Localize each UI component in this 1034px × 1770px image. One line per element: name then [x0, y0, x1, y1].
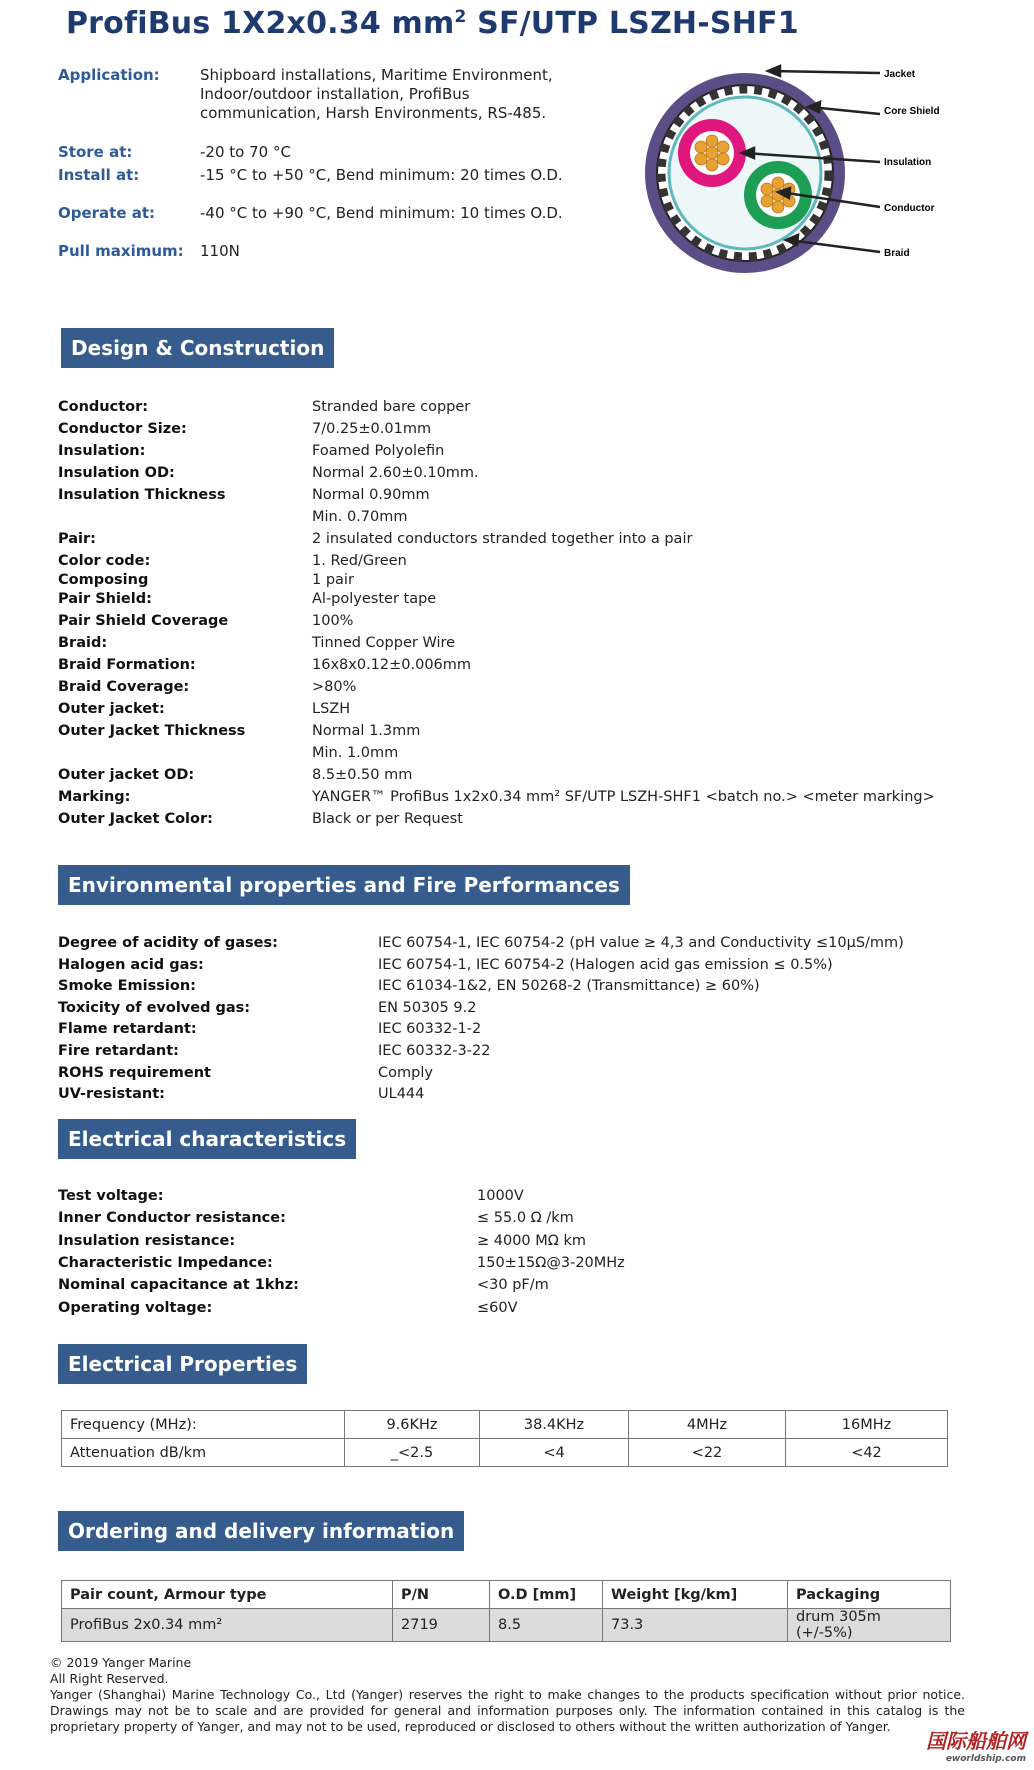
environmental-spec-label: ROHS requirement — [58, 1064, 211, 1081]
att-cell: _<2.5 — [345, 1439, 480, 1467]
operate-label: Operate at: — [58, 204, 156, 222]
header-cell: Packaging — [788, 1581, 951, 1609]
electrical-spec-label: Inner Conductor resistance: — [58, 1210, 286, 1227]
design-spec-value: YANGER™ ProfiBus 1x2x0.34 mm² SF/UTP LSZH-SHF1 <batch no.> <meter marking> — [312, 789, 935, 805]
electrical-spec-label: Test voltage: — [58, 1188, 164, 1204]
electrical-spec-label: Characteristic Impedance: — [58, 1254, 273, 1271]
watermark-logo: 国际船舶网 eworldship.com — [926, 1729, 1026, 1764]
footer-disclaimer: Yanger (Shanghai) Marine Technology Co., Ltd (Yanger) reserves the right to make changes to the products specification without prior notice. Drawings may not be to scale and are provided for general and information purposes only. The information contained in this catalog is the proprietary property of Yanger, and may not to be used, reproduced or disclosed to others without the written authorization of Yanger. — [50, 1687, 965, 1734]
design-spec-label: Color code: — [58, 553, 151, 569]
att-cell: <42 — [786, 1439, 948, 1467]
header-cell: O.D [mm] — [490, 1581, 603, 1609]
electrical-spec-label: Insulation resistance: — [58, 1232, 236, 1249]
electrical-spec-value: <30 pF/m — [477, 1277, 549, 1294]
design-spec-label: Outer jacket OD: — [58, 767, 195, 783]
design-spec-label: Braid Coverage: — [58, 679, 190, 695]
core-shield-callout: Core Shield — [884, 106, 940, 117]
design-spec-value: Normal 1.3mm — [312, 723, 421, 739]
design-spec-label: Composing — [58, 572, 149, 588]
cell: drum 305m (+/-5%) — [788, 1609, 951, 1642]
design-spec-value: 7/0.25±0.01mm — [312, 421, 432, 437]
electrical-spec-label: Operating voltage: — [58, 1299, 213, 1316]
header-cell: Pair count, Armour type — [62, 1581, 393, 1609]
environmental-spec-label: Degree of acidity of gases: — [58, 935, 278, 951]
environmental-spec-value: IEC 60754-1, IEC 60754-2 (pH value ≥ 4,3 and Conductivity ≤10µS/mm) — [378, 935, 904, 951]
design-spec-value: Min. 1.0mm — [312, 745, 399, 761]
pull-value: 110N — [200, 242, 240, 260]
conductor-callout: Conductor — [884, 203, 935, 214]
environmental-spec-value: IEC 60332-3-22 — [378, 1043, 491, 1059]
pull-label: Pull maximum: — [58, 242, 184, 260]
design-spec-label: Insulation OD: — [58, 465, 175, 481]
electrical-spec-value: 150±15Ω@3-20MHz — [477, 1254, 625, 1271]
design-spec-label: Insulation: — [58, 443, 146, 459]
design-spec-value: 100% — [312, 613, 354, 629]
environmental-spec-label: Flame retardant: — [58, 1021, 197, 1038]
freq-cell: 9.6KHz — [345, 1411, 480, 1439]
cell: ProfiBus 2x0.34 mm² — [62, 1609, 393, 1642]
environmental-spec-label: Halogen acid gas: — [58, 956, 204, 973]
environmental-spec-label: UV-resistant: — [58, 1086, 165, 1103]
environmental-spec-value: IEC 61034-1&2, EN 50268-2 (Transmittance) ≥ 60%) — [378, 978, 760, 995]
electrical-spec-value: ≤ 55.0 Ω /km — [477, 1210, 574, 1227]
environmental-spec-value: UL444 — [378, 1086, 425, 1103]
design-spec-value: 1. Red/Green — [312, 553, 407, 569]
design-spec-value: Min. 0.70mm — [312, 509, 408, 525]
frequency-label-cell: Frequency (MHz): — [62, 1411, 345, 1439]
store-value: -20 to 70 °C — [200, 143, 291, 161]
design-spec-label: Outer Jacket Color: — [58, 811, 213, 827]
att-cell: <22 — [629, 1439, 786, 1467]
operate-value: -40 °C to +90 °C, Bend minimum: 10 times O.D. — [200, 204, 563, 222]
design-spec-value: Black or per Request — [312, 811, 463, 827]
environmental-spec-label: Toxicity of evolved gas: — [58, 999, 251, 1016]
store-label: Store at: — [58, 143, 133, 161]
install-value: -15 °C to +50 °C, Bend minimum: 20 times O.D. — [200, 166, 563, 184]
insulation-callout: Insulation — [884, 157, 932, 168]
table-row — [62, 1439, 948, 1467]
freq-cell: 4MHz — [629, 1411, 786, 1439]
footer-rights: All Right Reserved. — [50, 1671, 169, 1686]
design-spec-label: Outer Jacket Thickness — [58, 723, 246, 739]
att-cell: <4 — [480, 1439, 629, 1467]
cell: 2719 — [393, 1609, 490, 1642]
electrical-spec-label: Nominal capacitance at 1khz: — [58, 1277, 299, 1294]
attenuation-label-cell: Attenuation dB/km — [62, 1439, 345, 1467]
design-spec-value: LSZH — [312, 701, 351, 717]
design-spec-label: Insulation Thickness — [58, 487, 226, 503]
design-spec-value: 2 insulated conductors stranded together into a pair — [312, 531, 693, 547]
environmental-heading: Environmental properties and Fire Performances — [58, 865, 630, 905]
design-spec-label: Pair Shield: — [58, 591, 152, 607]
electrical-spec-value: 1000V — [477, 1188, 524, 1204]
jacket-callout: Jacket — [884, 69, 916, 80]
footer-copyright: © 2019 Yanger Marine — [50, 1655, 192, 1670]
design-spec-value: 8.5±0.50 mm — [312, 767, 413, 783]
environmental-spec-value: IEC 60332-1-2 — [378, 1021, 482, 1038]
header-cell: P/N — [393, 1581, 490, 1609]
environmental-spec-value: Comply — [378, 1064, 433, 1081]
table-row — [62, 1609, 951, 1642]
electrical-properties-heading: Electrical Properties — [58, 1344, 307, 1384]
design-spec-label: Braid Formation: — [58, 657, 196, 673]
electrical-characteristics-heading: Electrical characteristics — [58, 1119, 356, 1159]
design-spec-value: >80% — [312, 679, 357, 695]
design-spec-label: Marking: — [58, 789, 131, 805]
application-label: Application: — [58, 66, 160, 84]
environmental-spec-value: IEC 60754-1, IEC 60754-2 (Halogen acid gas emission ≤ 0.5%) — [378, 956, 833, 973]
design-spec-value: Tinned Copper Wire — [312, 635, 456, 651]
design-spec-value: Stranded bare copper — [312, 399, 471, 415]
table-header-row — [62, 1581, 951, 1609]
cell: 73.3 — [603, 1609, 788, 1642]
ordering-table — [61, 1580, 951, 1642]
install-label: Install at: — [58, 166, 140, 184]
environmental-spec-value: EN 50305 9.2 — [378, 999, 477, 1016]
electrical-spec-value: ≤60V — [477, 1299, 518, 1316]
page-title: ProfiBus 1X2x0.34 $mm^2$ SF/UTP LSZH-SHF1 — [66, 6, 799, 41]
design-spec-label: Conductor Size: — [58, 421, 187, 437]
freq-cell: 16MHz — [786, 1411, 948, 1439]
environmental-spec-label: Smoke Emission: — [58, 978, 196, 995]
design-spec-label: Pair: — [58, 531, 96, 547]
design-spec-value: Al-polyester tape — [312, 591, 437, 607]
design-spec-value: Normal 2.60±0.10mm. — [312, 465, 479, 481]
design-spec-label: Outer jacket: — [58, 701, 165, 717]
electrical-spec-value: ≥ 4000 MΩ km — [477, 1232, 586, 1249]
braid-callout: Braid — [884, 248, 910, 259]
cell: 8.5 — [490, 1609, 603, 1642]
table-row — [62, 1411, 948, 1439]
design-heading: Design & Construction — [61, 328, 334, 368]
design-spec-value: 1 pair — [312, 572, 354, 588]
environmental-spec-label: Fire retardant: — [58, 1043, 179, 1059]
attenuation-table — [61, 1410, 948, 1467]
freq-cell: 38.4KHz — [480, 1411, 629, 1439]
design-spec-label: Braid: — [58, 635, 108, 651]
design-spec-value: Normal 0.90mm — [312, 487, 430, 503]
application-value: Shipboard installations, Maritime Environment, Indoor/outdoor installation, ProfiBus communication, Harsh Environments, RS-485. — [200, 66, 553, 122]
ordering-heading: Ordering and delivery information — [58, 1511, 464, 1551]
cable-cross-section-diagram — [640, 62, 970, 282]
design-spec-value: Foamed Polyolefin — [312, 443, 445, 459]
design-spec-label: Pair Shield Coverage — [58, 613, 229, 629]
design-spec-label: Conductor: — [58, 399, 149, 415]
header-cell: Weight [kg/km] — [603, 1581, 788, 1609]
design-spec-value: 16x8x0.12±0.006mm — [312, 657, 472, 673]
